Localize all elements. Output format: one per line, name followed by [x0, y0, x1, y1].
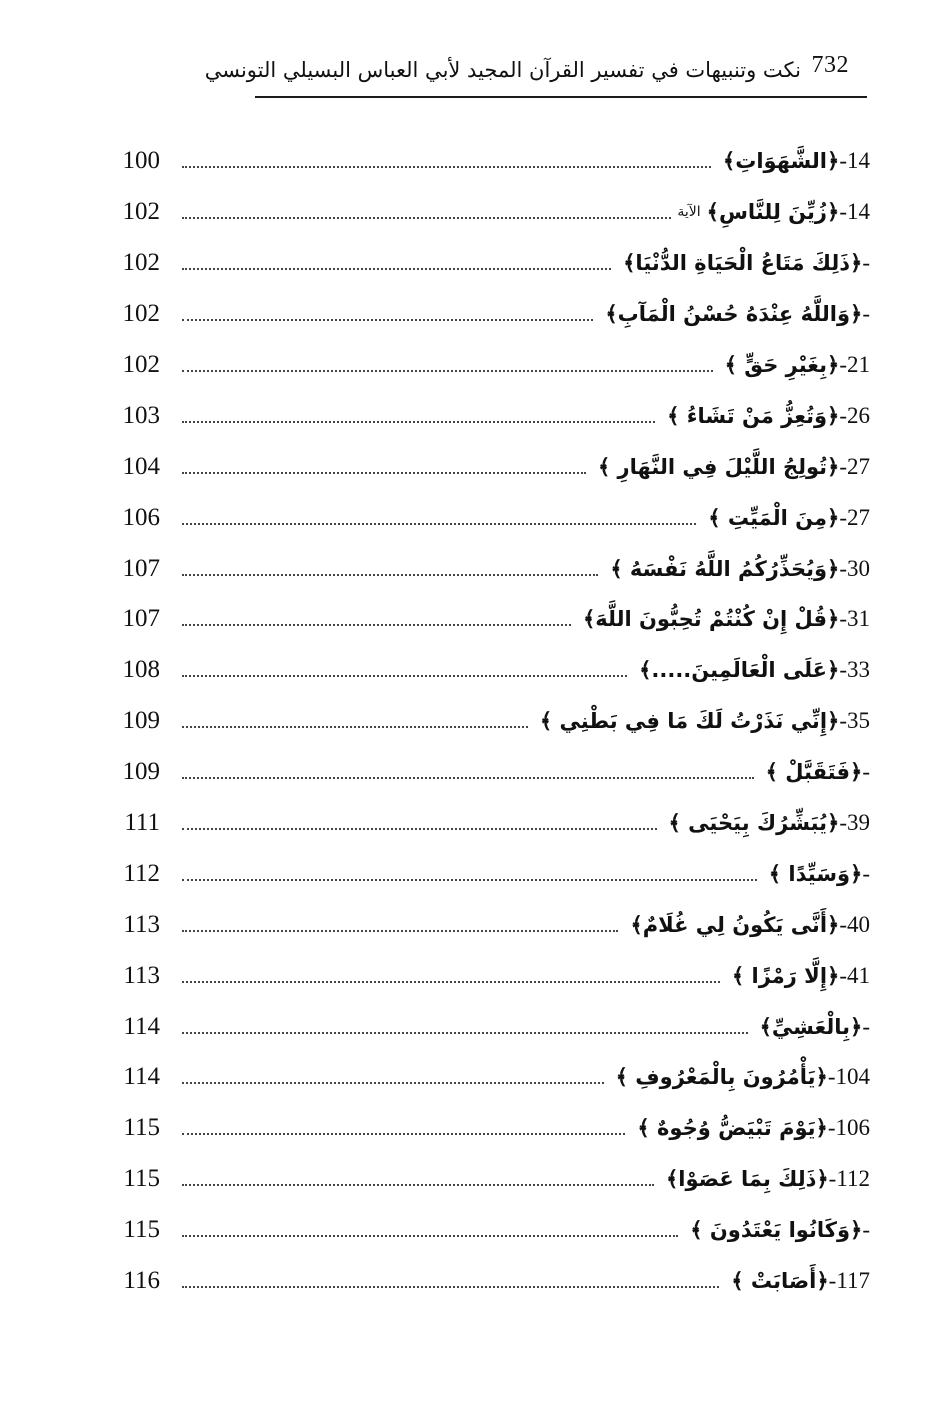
entry-label: [592, 454, 870, 480]
entry-verse: 39: [847, 810, 870, 836]
entry-label: [577, 606, 870, 632]
entry-label: [599, 301, 870, 327]
entry-dash: -: [839, 148, 847, 174]
entry-dash: -: [828, 1166, 837, 1192]
toc-entry: [90, 848, 870, 899]
dot-leader: [182, 319, 593, 321]
toc-entry: [90, 441, 870, 492]
entry-title: ﴿وَيُحَذِّرُكُمُ اللَّهُ نَفْسَهُ ﴾: [610, 556, 840, 581]
entry-dash: -: [862, 1217, 870, 1243]
toc-entry: [90, 1103, 870, 1154]
toc-entry: [90, 136, 870, 187]
toc-entry: [90, 238, 870, 289]
entry-title: ﴿وَكَانُوا يَعْتَدُونَ ﴾: [690, 1218, 863, 1243]
entry-title: ﴿فَتَقَبَّلْ ﴾: [765, 760, 863, 785]
toc-entry: [90, 1205, 870, 1256]
entry-dash: -: [839, 402, 847, 428]
entry-page: 106: [122, 503, 160, 531]
entry-title: ﴿يَأْمُرُونَ بِالْمَعْرُوفِ ﴾: [615, 1065, 828, 1090]
entry-page: 116: [123, 1267, 160, 1295]
entry-page: 113: [123, 961, 160, 989]
toc-entry: [90, 390, 870, 441]
toc-entry: [90, 645, 870, 696]
entry-dash: -: [862, 250, 870, 276]
entry-verse: 33: [847, 657, 870, 683]
dot-leader: [182, 421, 655, 423]
dot-leader: [182, 523, 696, 525]
dot-leader: [182, 268, 611, 270]
toc-entry: [90, 1256, 870, 1307]
entry-dash: -: [862, 759, 870, 785]
entry-title: ﴿ذَلِكَ مَتَاعُ الْحَيَاةِ الدُّنْيَا﴾: [623, 251, 863, 276]
entry-dash: -: [839, 555, 847, 581]
dot-leader: [182, 777, 754, 779]
entry-title: ﴿قُلْ إِنْ كُنْتُمْ تُحِبُّونَ اللَّهَ﴾: [582, 607, 840, 632]
entry-title: ﴿يَوْمَ تَبْيَضُّ وُجُوهٌ ﴾: [637, 1116, 828, 1141]
entry-label: [702, 505, 870, 531]
entry-page: 104: [122, 452, 160, 480]
entry-dash: -: [839, 962, 847, 988]
toc-entry: [90, 492, 870, 543]
entry-verse: 21: [847, 352, 870, 377]
entry-title: ﴿وَتُعِزُّ مَنْ تَشَاءُ ﴾: [667, 403, 840, 428]
entry-suffix: الآية: [677, 204, 701, 221]
dot-leader: [182, 1235, 678, 1237]
entry-label: [725, 1268, 870, 1294]
entry-label: [631, 1115, 870, 1141]
toc-entry: [90, 594, 870, 645]
entry-page: 115: [123, 1216, 160, 1244]
toc-entry: [90, 1001, 870, 1052]
entry-title: ﴿عَلَى الْعَالَمِينَ.....﴾: [639, 658, 840, 683]
entry-title: ﴿تُولِجُ اللَّيْلَ فِي النَّهَارِ ﴾: [597, 454, 840, 479]
entry-dash: -: [862, 1013, 870, 1039]
entry-dash: -: [839, 199, 847, 225]
dot-leader: [182, 1082, 604, 1084]
entry-title: ﴿يُبَشِّرُكَ بِيَحْيَى ﴾: [668, 811, 840, 836]
dot-leader: [182, 574, 598, 576]
dot-leader: [182, 879, 757, 881]
entry-verse: 14: [847, 199, 870, 225]
entry-label: [624, 912, 870, 938]
entry-page: 100: [122, 147, 160, 175]
header-rule: [255, 96, 867, 98]
entry-label: [534, 708, 870, 734]
entry-verse: 31: [847, 606, 870, 632]
entry-page: 109: [122, 707, 160, 735]
entry-title: ﴿وَسَيِّدًا ﴾: [768, 861, 863, 886]
entry-page: 115: [123, 1114, 160, 1142]
entry-label: [677, 199, 870, 225]
entry-page: 102: [122, 351, 160, 378]
entry-verse: 112: [836, 1166, 870, 1192]
entry-verse: 104: [835, 1064, 870, 1090]
entry-label: [684, 1217, 870, 1243]
entry-label: [726, 963, 870, 989]
table-of-contents: [90, 136, 870, 1306]
dot-leader: [182, 370, 713, 372]
entry-title: ﴿ذَلِكَ بِمَا عَصَوْا﴾: [665, 1167, 829, 1192]
entry-verse: 117: [836, 1268, 870, 1294]
dot-leader: [182, 166, 711, 168]
entry-page: 113: [123, 910, 160, 938]
entry-page: 111: [124, 809, 160, 837]
dot-leader: [182, 981, 720, 983]
entry-label: [719, 352, 870, 378]
toc-entry: [90, 187, 870, 238]
entry-label: [717, 148, 870, 174]
dot-leader: [182, 675, 627, 677]
entry-verse: 35: [847, 708, 870, 734]
toc-entry: [90, 899, 870, 950]
entry-dash: -: [839, 708, 847, 734]
running-title: نكت وتنبيهات في تفسير القرآن المجيد لأبي العباس البسيلي التونسي: [204, 58, 801, 82]
entry-verse: 14: [847, 148, 870, 174]
entry-title: ﴿الشَّهَوَاتِ﴾: [722, 149, 840, 174]
toc-entry: [90, 543, 870, 594]
dot-leader: [182, 828, 657, 830]
entry-label: [754, 1014, 870, 1040]
entry-title: ﴿زُيِّنَ لِلنَّاسِ﴾: [706, 200, 840, 225]
entry-dash: -: [862, 860, 870, 886]
entry-title: ﴿أَنَّى يَكُونُ لِي غُلَامٌ﴾: [630, 912, 840, 937]
entry-dash: -: [827, 1064, 836, 1090]
entry-verse: 27: [847, 453, 870, 479]
toc-entry: [90, 1052, 870, 1103]
entry-title: ﴿إِنِّي نَذَرْتُ لَكَ مَا فِي بَطْنِي ﴾: [539, 709, 840, 734]
entry-page: 115: [123, 1165, 160, 1193]
entry-label: [604, 556, 870, 582]
entry-title: ﴿مِنَ الْمَيِّتِ ﴾: [708, 505, 840, 530]
entry-dash: -: [862, 301, 870, 327]
entry-dash: -: [827, 1115, 836, 1141]
dot-leader: [182, 1184, 654, 1186]
entry-page: 114: [123, 1063, 160, 1091]
entry-label: [633, 657, 870, 683]
toc-entry: [90, 696, 870, 747]
entry-title: ﴿إِلَّا رَمْزًا ﴾: [731, 963, 840, 988]
entry-verse: 26: [847, 402, 870, 428]
entry-page: 109: [122, 758, 160, 786]
toc-entry: [90, 798, 870, 849]
entry-label: [610, 1064, 870, 1090]
entry-label: [663, 810, 870, 836]
entry-dash: -: [839, 504, 847, 530]
entry-page: 103: [122, 401, 160, 429]
entry-dash: -: [839, 657, 847, 683]
dot-leader: [182, 217, 671, 219]
entry-page: 107: [122, 554, 160, 582]
entry-title: ﴿وَاللَّهُ عِنْدَهُ حُسْنُ الْمَآبِ﴾: [605, 302, 863, 327]
entry-page: 102: [122, 300, 160, 328]
dot-leader: [182, 1286, 719, 1288]
entry-page: 102: [122, 198, 160, 226]
entry-dash: -: [839, 911, 847, 937]
entry-label: [760, 759, 870, 785]
dot-leader: [182, 472, 586, 474]
entry-dash: -: [839, 453, 847, 479]
entry-dash: -: [839, 352, 847, 377]
toc-entry: [90, 950, 870, 1001]
entry-page: 102: [122, 249, 160, 277]
dot-leader: [182, 624, 571, 626]
entry-label: [763, 861, 870, 887]
entry-verse: 41: [847, 962, 870, 988]
entry-label: [617, 250, 870, 276]
entry-page: 112: [123, 859, 160, 887]
entry-verse: 40: [847, 911, 870, 937]
entry-dash: -: [839, 606, 847, 632]
entry-page: 107: [122, 605, 160, 633]
toc-entry: [90, 340, 870, 391]
dot-leader: [182, 930, 618, 932]
page-number: 732: [811, 52, 849, 78]
page-header: [204, 48, 867, 100]
dot-leader: [182, 1032, 748, 1034]
entry-title: ﴿أَصَابَتْ ﴾: [731, 1269, 829, 1294]
toc-entry: [90, 289, 870, 340]
entry-title: ﴿بِالْعَشِيِّ﴾: [759, 1014, 863, 1039]
entry-verse: 106: [835, 1115, 870, 1141]
dot-leader: [182, 726, 528, 728]
toc-entry: [90, 1154, 870, 1205]
entry-label: [661, 403, 870, 429]
entry-verse: 30: [847, 555, 870, 581]
entry-title: ﴿بِغَيْرِ حَقٍّ ﴾: [724, 353, 840, 377]
entry-dash: -: [828, 1268, 837, 1294]
toc-entry: [90, 747, 870, 798]
entry-page: 114: [123, 1012, 160, 1040]
dot-leader: [182, 1133, 625, 1135]
entry-dash: -: [839, 810, 847, 836]
entry-verse: 27: [847, 504, 870, 530]
entry-label: [660, 1166, 870, 1192]
entry-page: 108: [122, 656, 160, 684]
